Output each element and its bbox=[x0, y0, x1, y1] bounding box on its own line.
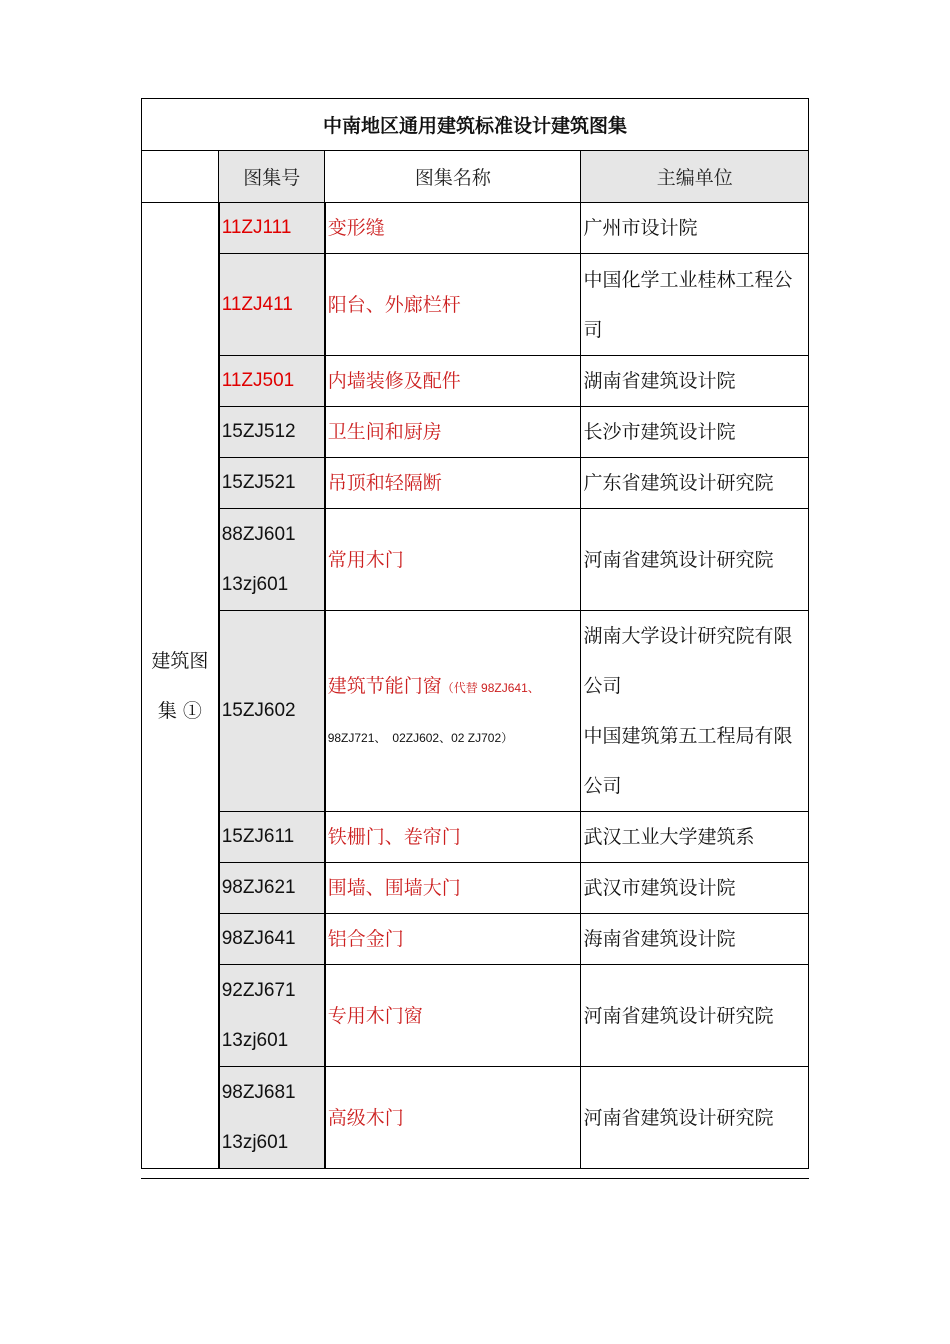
row-unit: 武汉市建筑设计院 bbox=[581, 863, 809, 914]
row-name: 卫生间和厨房 bbox=[325, 407, 581, 458]
row-unit: 武汉工业大学建筑系 bbox=[581, 812, 809, 863]
row-unit: 河南省建筑设计研究院 bbox=[581, 1067, 809, 1169]
row-code: 98ZJ641 bbox=[219, 914, 325, 965]
row-unit: 河南省建筑设计研究院 bbox=[581, 965, 809, 1067]
table-row bbox=[142, 1067, 809, 1169]
replacement-note: （代替 98ZJ641、 bbox=[441, 681, 540, 695]
row-unit: 中国化学工业桂林工程公司 bbox=[581, 254, 809, 356]
row-name: 吊顶和轻隔断 bbox=[325, 458, 581, 509]
table-row bbox=[142, 812, 809, 863]
table-row bbox=[142, 203, 809, 254]
row-unit: 湖南省建筑设计院 bbox=[581, 356, 809, 407]
row-name: 常用木门 bbox=[325, 509, 581, 611]
row-code: 11ZJ111 bbox=[219, 203, 325, 254]
row-code: 15ZJ512 bbox=[219, 407, 325, 458]
row-name: 阳台、外廊栏杆 bbox=[325, 254, 581, 356]
table-row bbox=[142, 611, 809, 812]
row-code: 15ZJ602 bbox=[219, 611, 325, 812]
header-unit: 主编单位 bbox=[581, 151, 809, 203]
table-row bbox=[142, 407, 809, 458]
row-code: 11ZJ411 bbox=[219, 254, 325, 356]
row-name: 铁栅门、卷帘门 bbox=[325, 812, 581, 863]
atlas-table bbox=[141, 98, 809, 1169]
row-code: 15ZJ611 bbox=[219, 812, 325, 863]
table-row bbox=[142, 863, 809, 914]
row-code: 92ZJ671 13zj601 bbox=[219, 965, 325, 1067]
table-row bbox=[142, 356, 809, 407]
row-unit: 广州市设计院 bbox=[581, 203, 809, 254]
row-code: 15ZJ521 bbox=[219, 458, 325, 509]
replacement-note-cont: 98ZJ721、 02ZJ602、02 ZJ702） bbox=[327, 731, 514, 745]
table-row bbox=[142, 965, 809, 1067]
row-unit-multi bbox=[581, 611, 809, 812]
row-name: 铝合金门 bbox=[325, 914, 581, 965]
table-row bbox=[142, 509, 809, 611]
row-unit: 河南省建筑设计研究院 bbox=[581, 509, 809, 611]
row-code: 88ZJ601 13zj601 bbox=[219, 509, 325, 611]
category-cell: 建筑图集 ① bbox=[142, 203, 219, 1169]
row-unit: 长沙市建筑设计院 bbox=[581, 407, 809, 458]
row-unit-second: 中国建筑第五工程局有限公司 bbox=[583, 725, 793, 797]
table-row bbox=[142, 254, 809, 356]
row-name: 内墙装修及配件 bbox=[325, 356, 581, 407]
header-code: 图集号 bbox=[219, 151, 325, 203]
row-name: 专用木门窗 bbox=[325, 965, 581, 1067]
row-name: 建筑节能门窗 bbox=[327, 675, 442, 697]
table-row bbox=[142, 458, 809, 509]
header-row bbox=[142, 151, 809, 203]
bottom-rule bbox=[141, 1178, 809, 1179]
row-code: 98ZJ621 bbox=[219, 863, 325, 914]
header-name: 图集名称 bbox=[325, 151, 581, 203]
row-code: 11ZJ501 bbox=[219, 356, 325, 407]
document-page bbox=[141, 98, 809, 1181]
row-name: 高级木门 bbox=[325, 1067, 581, 1169]
row-unit: 海南省建筑设计院 bbox=[581, 914, 809, 965]
row-unit: 湖南大学设计研究院有限公司 bbox=[583, 625, 793, 697]
header-blank bbox=[142, 151, 219, 203]
row-name: 围墙、围墙大门 bbox=[325, 863, 581, 914]
row-code: 98ZJ681 13zj601 bbox=[219, 1067, 325, 1169]
title-row bbox=[142, 99, 809, 151]
row-name: 变形缝 bbox=[325, 203, 581, 254]
table-row bbox=[142, 914, 809, 965]
row-unit: 广东省建筑设计研究院 bbox=[581, 458, 809, 509]
row-name-with-note bbox=[325, 611, 581, 812]
table-title: 中南地区通用建筑标准设计建筑图集 bbox=[142, 99, 809, 151]
